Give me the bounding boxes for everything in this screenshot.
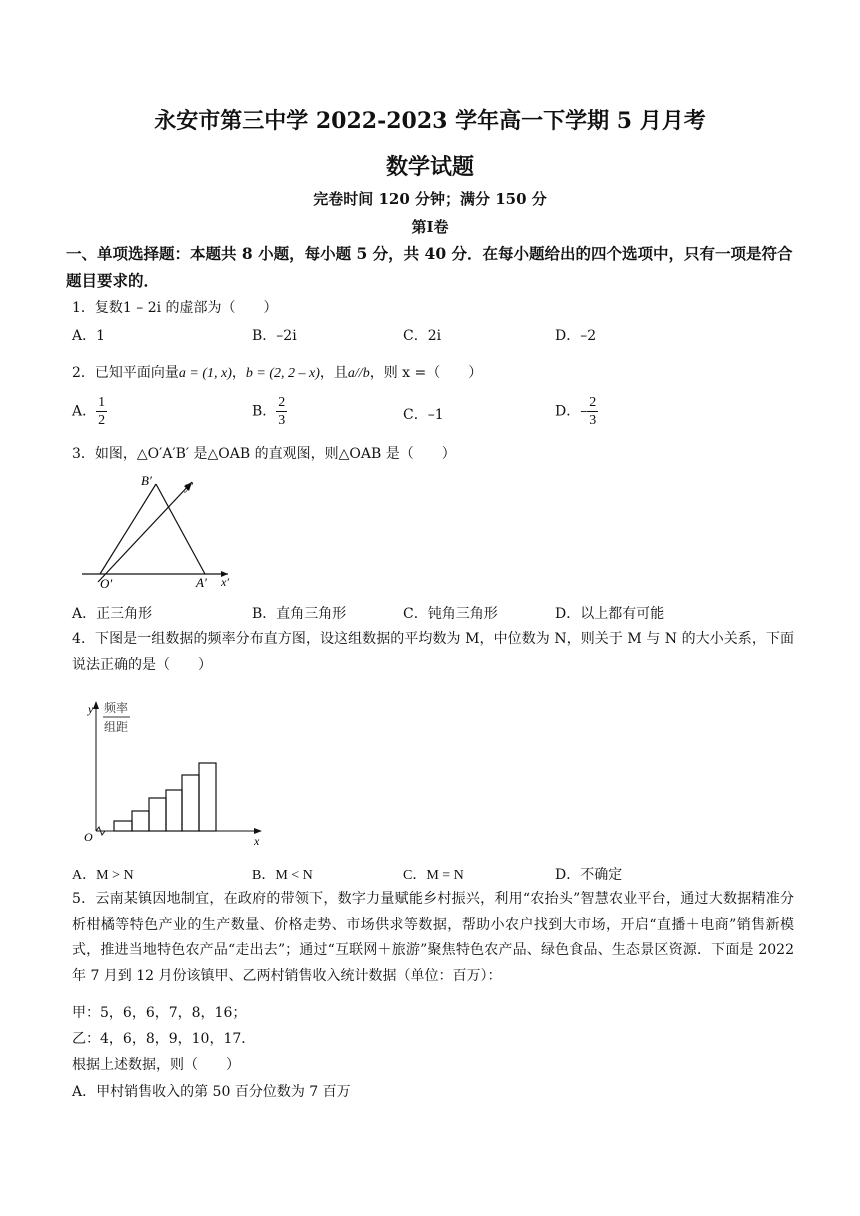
question-4-option-d: D．不确定: [555, 867, 623, 883]
histogram-bar: [182, 775, 199, 831]
y-prime-axis: [98, 482, 192, 582]
data-jia: 甲：5，6，6，7，8，16；: [72, 1005, 247, 1021]
question-2-stem: 2．已知平面向量a = (1, x)，b = (2, 2 – x)，且a//b，则 x =（ ）: [72, 365, 483, 381]
histogram-bar: [114, 821, 132, 831]
question-1-option-c: C．2i: [403, 328, 442, 344]
question-3-option-a: A．正三角形: [72, 606, 153, 622]
time-info: 完卷时间 120 分钟；满分 150 分: [313, 190, 547, 208]
question-5-stem: 5．云南某镇因地制宜，在政府的带领下，数字力量赋能乡村振兴，利用“农抬头”智慧农业平台，通过大数据精准分析柑橘等特色产业的生产数量、价格走势、市场供求等数据，帮助小农户找到大市场，开启“直播＋电商”销售新模式，推进当地特色农产品“走出去”；通过“互联网＋旅游”聚焦特色农产品、绿色食品、生态景区资源．下面是 2022 年 7 月到 12 月份该镇甲、乙两村销售收入统计数据（单位：百万）：: [72, 891, 794, 984]
y-axis-arrow-icon: [93, 701, 99, 709]
question-4-option-c: C．M = N: [403, 868, 464, 883]
question-2-suffix: ，则 x =（ ）: [369, 365, 483, 381]
fraction: $\frac{2}{3}$: [589, 395, 597, 428]
question-2-option-d: D．– $\frac{2}{3}$: [555, 395, 597, 428]
volume-label: 第Ⅰ卷: [411, 218, 449, 236]
frequency-histogram-figure: [82, 695, 272, 850]
question-1-option-b: B．–2i: [252, 328, 297, 344]
vector-a: a = (1, x): [178, 366, 232, 381]
label-y-prime: y′: [185, 479, 193, 493]
fraction: $\frac{1}{2}$: [98, 395, 106, 428]
question-2-option-b: B． $\frac{2}{3}$: [252, 395, 286, 428]
question-4-option-b: B．M < N: [252, 868, 313, 883]
question-1-stem: 1．复数1 – 2i 的虚部为（ ）: [72, 300, 278, 316]
side-b-a: [156, 484, 205, 574]
oblique-triangle-figure: [78, 468, 248, 592]
subject-title: 数学试题: [385, 154, 474, 180]
origin-label: O: [84, 830, 93, 844]
vector-b: b = (2, 2 – x): [245, 366, 320, 381]
exam-title: 永安市第三中学 2022-2023 学年高一下学期 5 月月考: [154, 108, 706, 134]
label-a-prime: A′: [196, 575, 207, 590]
label-o-prime: O′: [100, 576, 113, 591]
section-heading: 一、单项选择题：本题共 8 小题，每小题 5 分，共 40 分．在每小题给出的四个选项中，只有一项是符合题目要求的．: [66, 244, 793, 290]
frequency-label: 频率: [104, 701, 129, 715]
question-2-option-c: C．–1: [403, 407, 444, 423]
question-2-prefix: 2．已知平面向量: [72, 365, 179, 381]
histogram-bar: [132, 811, 149, 831]
data-yi: 乙：4，6，8，9，10，17．: [72, 1031, 256, 1047]
parallel-condition: a//b: [347, 366, 370, 381]
y-axis-label: y: [88, 702, 94, 716]
x-axis-label: x: [254, 834, 260, 848]
question-3-option-d: D．以上都有可能: [555, 606, 665, 622]
question-4-option-a: A．M > N: [72, 868, 134, 883]
question-5-lead: 根据上述数据，则（ ）: [72, 1057, 240, 1073]
question-1-option-d: D．–2: [555, 328, 597, 344]
group-width-label: 组距: [104, 720, 129, 734]
histogram-bar: [199, 763, 216, 831]
question-3-stem: 3．如图，△O′A′B′ 是△OAB 的直观图，则△OAB 是（ ）: [72, 446, 456, 462]
question-3-option-c: C．钝角三角形: [403, 606, 498, 622]
histogram-bar: [166, 790, 182, 831]
fraction: $\frac{2}{3}$: [278, 395, 286, 428]
label-x-prime: x′: [221, 575, 229, 589]
label-b-prime: B′: [141, 473, 152, 488]
question-5-option-a: A．甲村销售收入的第 50 百分位数为 7 百万: [72, 1084, 351, 1100]
question-3-option-b: B．直角三角形: [252, 606, 347, 622]
question-1-option-a: A．1: [72, 328, 106, 344]
question-4-stem: 4．下图是一组数据的频率分布直方图，设这组数据的平均数为 M，中位数为 N，则关于 M 与 N 的大小关系，下面说法正确的是（ ）: [72, 631, 794, 673]
question-2-option-a: A． $\frac{1}{2}$: [72, 395, 106, 428]
histogram-bar: [149, 798, 166, 831]
